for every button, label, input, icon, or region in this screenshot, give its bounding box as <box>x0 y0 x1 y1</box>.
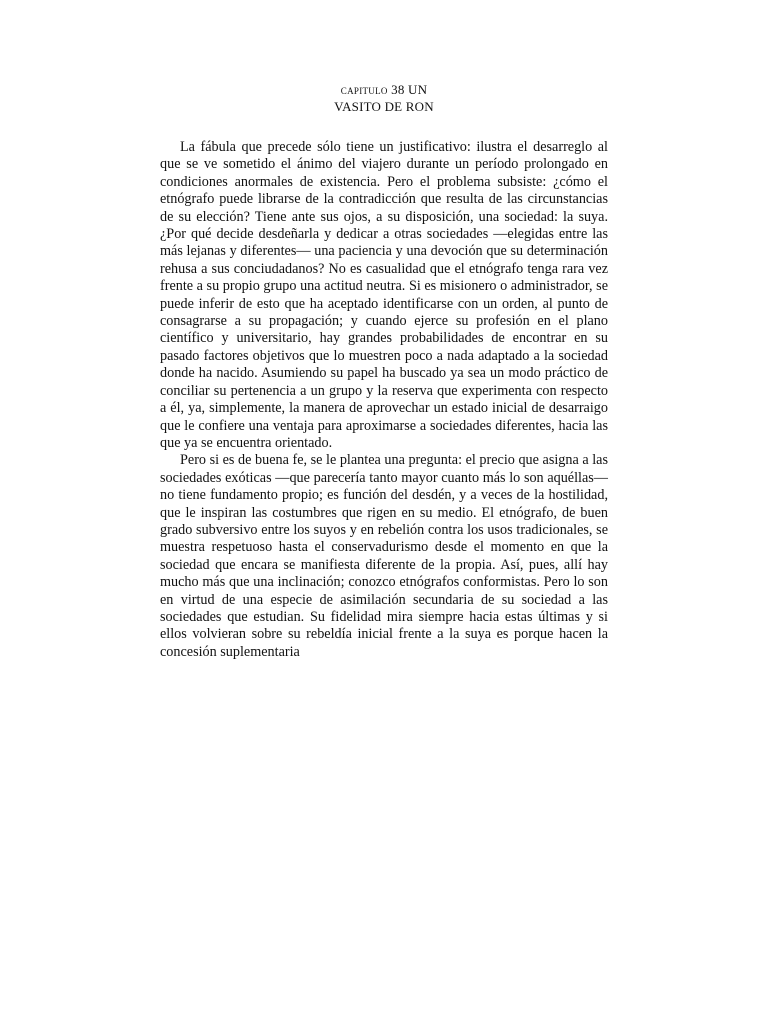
body-text <box>160 139 608 661</box>
paragraph-2: Pero si es de buena fe, se le plantea una pregunta: el precio que asigna a las sociedades exóticas —que parecería tanto mayor cuanto más lo son aquéllas— no tiene fundamento propio; es función del desdén, y a veces de la hostilidad, que le inspiran las costumbres que rigen en su medio. El etnógrafo, de buen grado subversivo entre los suyos y en rebelión contra los usos tradicionales, se muestra respetuoso hasta el conservadurismo desde el momento en que la sociedad que encara se manifiesta diferente de la propia. Así, pues, allí hay mucho más que una inclinación; conozco etnógrafos conformistas. Pero lo son en virtud de una especie de asimilación secundaria de su sociedad a las sociedades que estudian. Su fidelidad mira siempre hacia estas últimas y si ellos volvieran sobre su rebeldía inicial frente a la suya es porque hacen la concesión suplementaria <box>160 452 608 660</box>
chapter-heading-line1 <box>0 82 768 99</box>
chapter-label: CAPITULO <box>340 86 388 96</box>
chapter-title: VASITO DE RON <box>334 99 434 114</box>
paragraph-1: La fábula que precede sólo tiene un justificativo: ilustra el desarreglo al que se ve sometido el ánimo del viajero durante un período prolongado en condiciones anormales de existencia. Pero el problema subsiste: ¿cómo el etnógrafo puede librarse de la contradicción que resulta de las circunstancias de su elección? Tiene ante sus ojos, a su disposición, una sociedad: la suya. ¿Por qué decide desdeñarla y dedicar a otras sociedades —elegidas entre las más lejanas y diferentes— una paciencia y una devoción que su determinación rehusa a sus conciudadanos? No es casualidad que el etnógrafo tenga rara vez frente a su propio grupo una actitud neutra. Si es misionero o administrador, se puede inferir de esto que ha aceptado identificarse con un orden, al punto de consagrarse a su propagación; y cuando ejerce su profesión en el plano científico y universitario, hay grandes probabilidades de encontrar en su pasado factores objetivos que lo muestren poco a nada adaptado a la sociedad donde ha nacido. Asumiendo su papel ha buscado ya sea un modo práctico de conciliar su pertenencia a un grupo y la reserva que experimenta con respecto a él, ya, simplemente, la manera de aprovechar un estado inicial de desarraigo que le confiere una ventaja para aproximarse a sociedades diferentes, hacia las que ya se encuentra orientado. <box>160 139 608 451</box>
chapter-heading <box>0 82 768 115</box>
chapter-number: 38 UN <box>391 82 428 97</box>
